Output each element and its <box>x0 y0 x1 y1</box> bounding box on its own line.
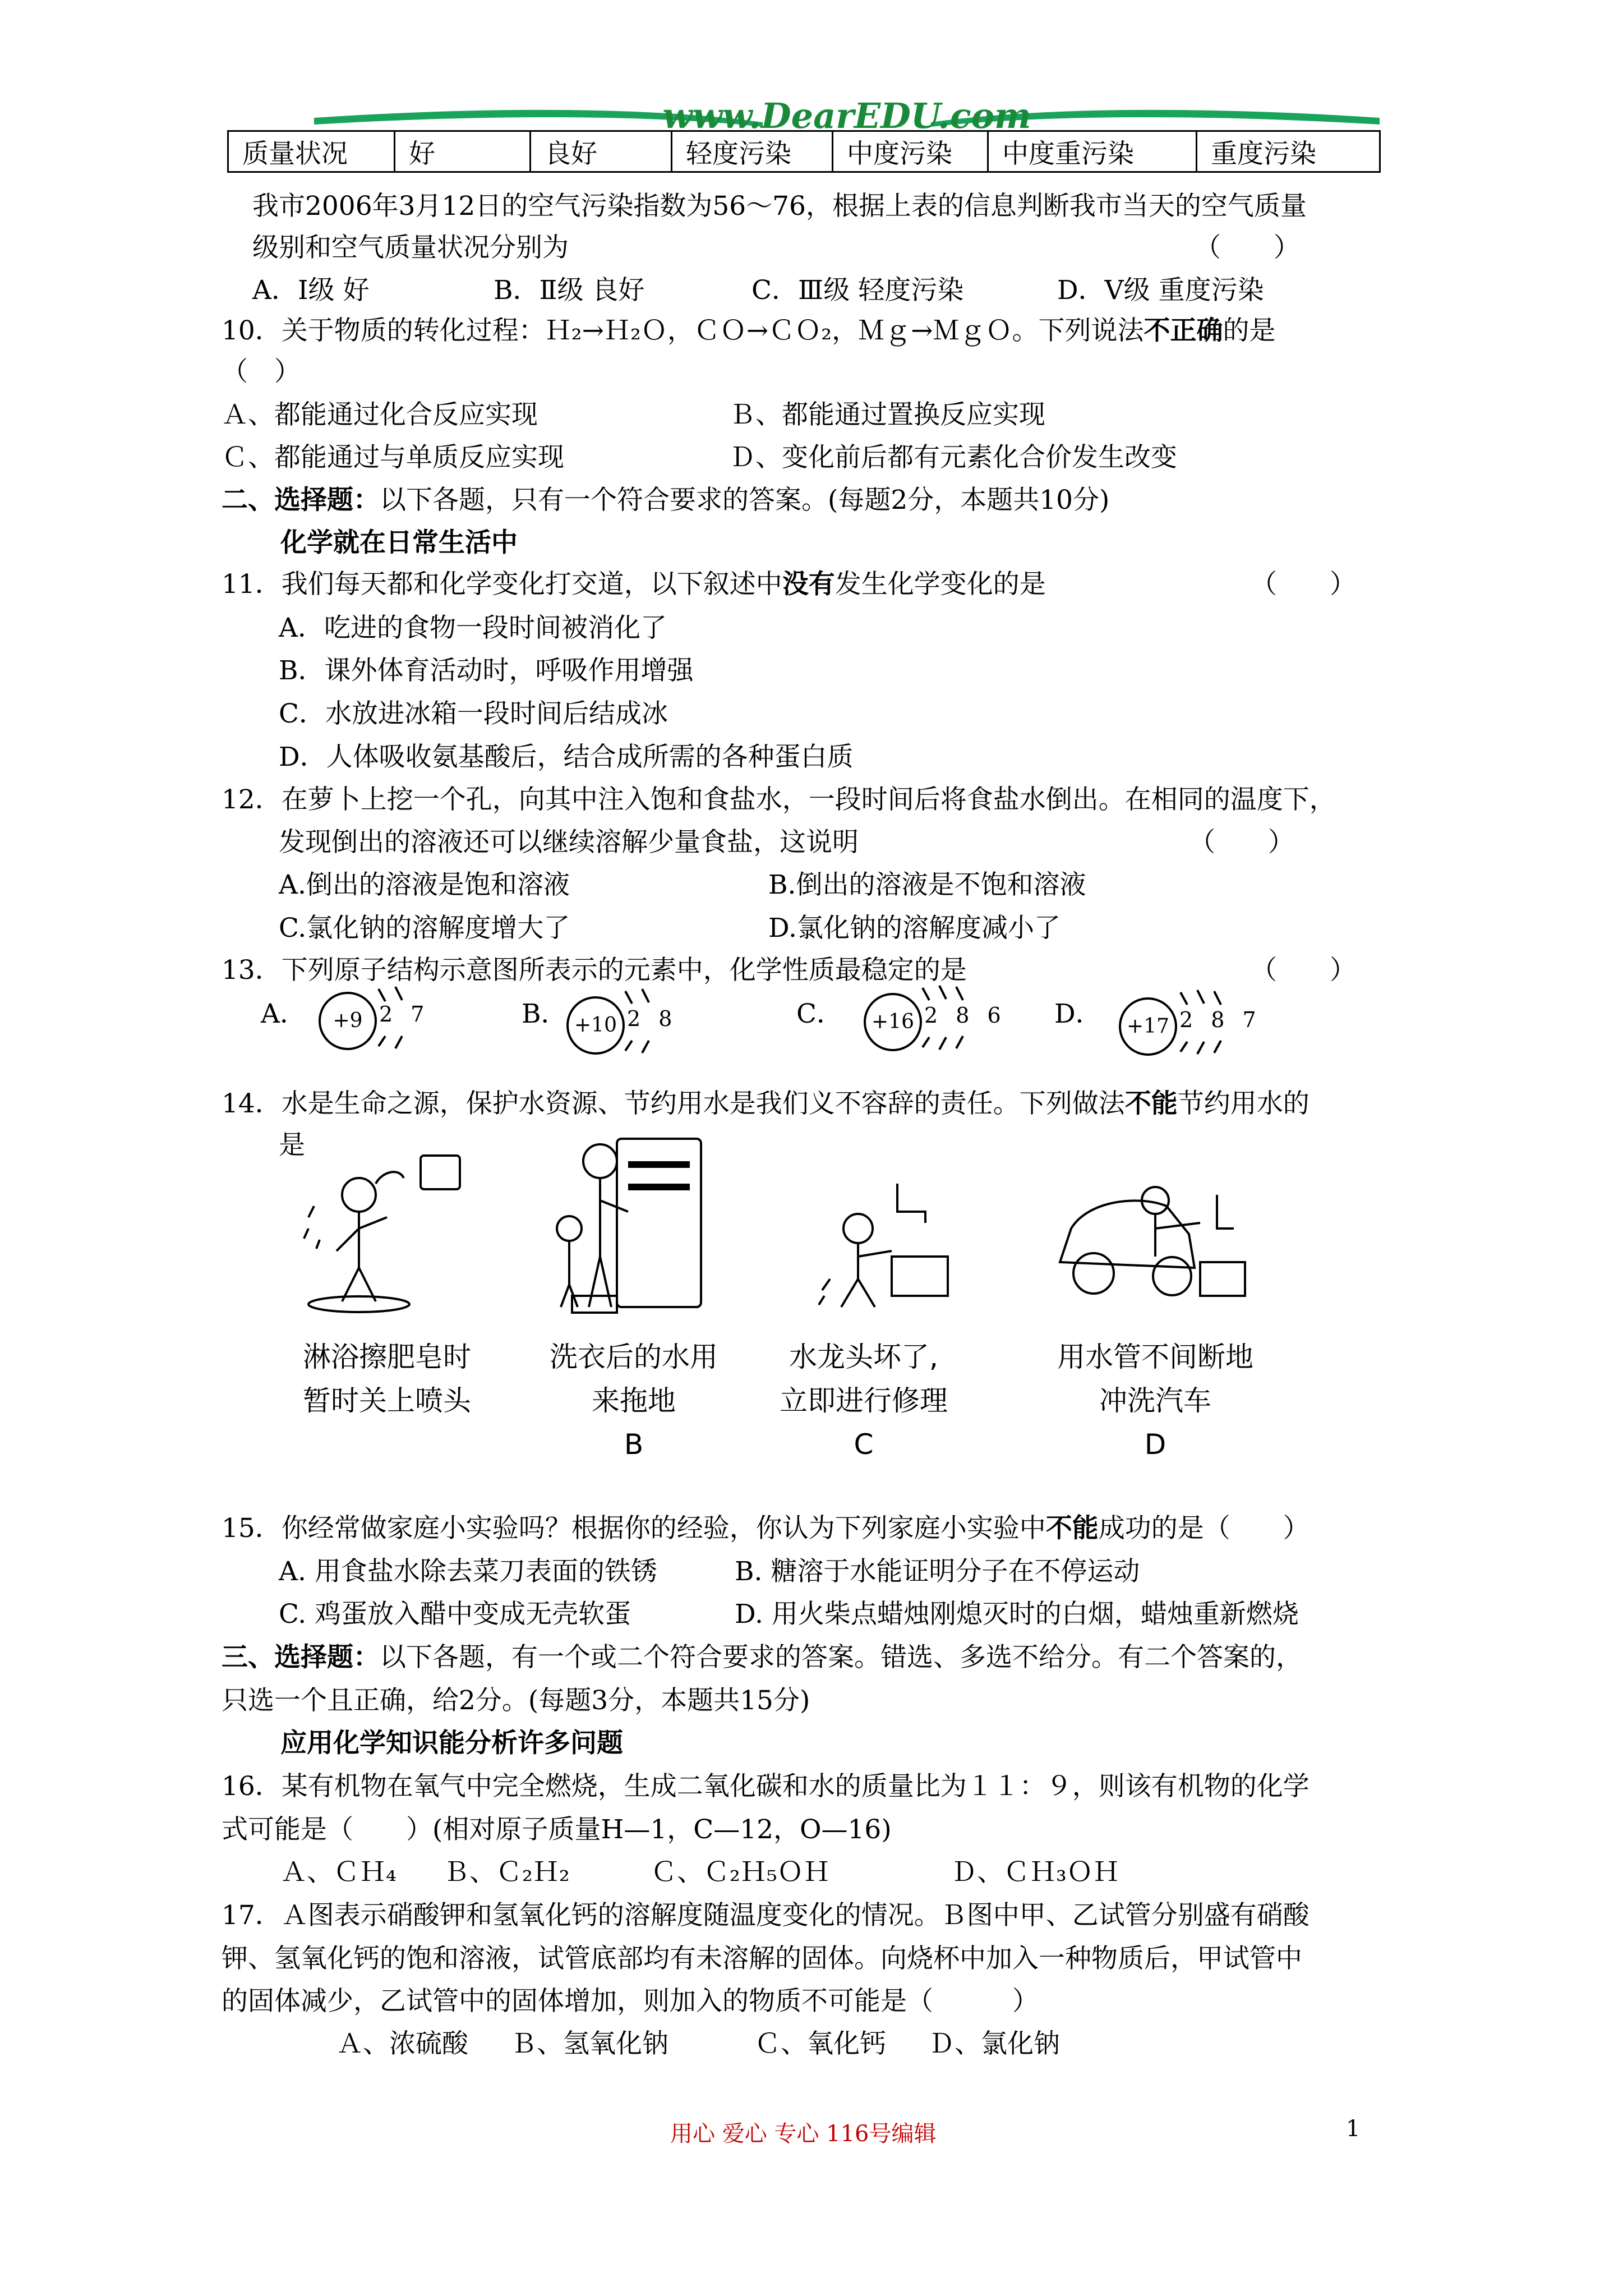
q17-option-c: Ｃ、氧化钙 <box>754 2028 886 2059</box>
q14-text-line2: 是 <box>279 1130 305 1161</box>
q17-option-b: Ｂ、氢氧化钠 <box>510 2028 668 2059</box>
air-quality-table <box>227 130 1381 173</box>
caption-line2: 来拖地 <box>592 1384 676 1417</box>
q15-text-pre: 15．你经常做家庭小实验吗？根据你的经验，你认为下列家庭小实验中 <box>222 1513 1046 1544</box>
q16-option-a: Ａ、ＣＨ₄ <box>280 1857 396 1888</box>
q14-text-post: 节约用水的 <box>1177 1088 1310 1119</box>
q11-answer-paren: （ ） <box>1251 569 1356 600</box>
electron-shell-arcs-icon <box>314 979 1324 1063</box>
q16-text-line2: 式可能是（ ）(相对原子质量H—1，C—12，O—16) <box>222 1814 892 1845</box>
q10-answer-paren: （ ） <box>222 356 301 387</box>
q9-text-line1: 我市2006年3月12日的空气污染指数为56～76，根据上表的信息判断我市当天的空气质量 <box>252 191 1307 222</box>
atom-shells: 2 7 <box>379 1002 430 1027</box>
logo-text: www.DearEDU.com <box>662 95 1031 136</box>
q11-option-b: B．课外体育活动时，呼吸作用增强 <box>279 655 694 686</box>
atom-shells: 2 8 <box>627 1006 678 1031</box>
atom-nucleus: +16 <box>864 993 922 1051</box>
q10-text <box>222 314 1275 348</box>
faucet-repair-illustration-icon <box>813 1167 959 1313</box>
q13-text: 13．下列原子结构示意图所表示的元素中，化学性质最稳定的是 <box>222 955 967 986</box>
q17-text-line3: 的固体减少，乙试管中的固体增加，则加入的物质不可能是（ ） <box>222 1986 1039 2017</box>
q15-option-d: D. 用火柴点蜡烛刚熄灭时的白烟，蜡烛重新燃烧 <box>735 1599 1299 1630</box>
q13-answer-paren: （ ） <box>1251 955 1356 986</box>
section2-subtitle: 化学就在日常生活中 <box>280 527 518 558</box>
q12-option-c: C.氯化钠的溶解度增大了 <box>279 913 570 944</box>
q9-option-d: D．Ⅴ级 重度污染 <box>1057 275 1264 306</box>
q11-text-post: 发生化学变化的是 <box>834 569 1046 600</box>
section3-subtitle: 应用化学知识能分析许多问题 <box>280 1728 623 1759</box>
table-cell: 中度重污染 <box>988 131 1197 172</box>
caption-letter <box>286 1423 488 1466</box>
q14-caption-b <box>538 1335 729 1466</box>
section2-title <box>222 484 1109 517</box>
q14-text-pre: 14．水是生命之源，保护水资源、节约用水是我们义不容辞的责任。下列做法 <box>222 1088 1125 1119</box>
q10-option-a: Ａ、都能通过化合反应实现 <box>222 399 538 430</box>
table-cell: 好 <box>395 131 531 172</box>
q12-option-d: D.氯化钠的溶解度减小了 <box>768 913 1061 944</box>
q10-option-c: Ｃ、都能通过与单质反应实现 <box>222 442 564 473</box>
q12-option-a: A.倒出的溶液是饱和溶液 <box>279 869 570 900</box>
caption-letter: B <box>624 1428 644 1461</box>
q11-option-d: D．人体吸收氨基酸后，结合成所需的各种蛋白质 <box>279 742 854 772</box>
page-number: 1 <box>1346 2116 1361 2142</box>
caption-letter: C <box>854 1428 874 1461</box>
q10-option-b: Ｂ、都能通过置换反应实现 <box>729 399 1045 430</box>
caption-letter: D <box>1144 1428 1166 1461</box>
q15-text-post: 成功的是（ ） <box>1098 1513 1310 1544</box>
q14-caption-d <box>1038 1335 1273 1466</box>
atom-nucleus: +9 <box>319 992 377 1050</box>
caption-line2: 冲洗汽车 <box>1099 1384 1211 1417</box>
q10-text-post: 的是 <box>1223 315 1276 346</box>
atom-nucleus: +17 <box>1119 997 1177 1056</box>
q11-text-pre: 11．我们每天都和化学变化打交道，以下叙述中 <box>222 569 782 600</box>
table-cell: 轻度污染 <box>672 131 833 172</box>
atom-label: C． <box>796 999 843 1029</box>
q16-text-line1: 16．某有机物在氧气中完全燃烧，生成二氧化碳和水的质量比为１１：９，则该有机物的化学 <box>222 1771 1310 1802</box>
q15-option-a: A. 用食盐水除去菜刀表面的铁锈 <box>279 1556 657 1587</box>
q12-option-b: B.倒出的溶液是不饱和溶液 <box>768 869 1086 900</box>
caption-line2: 暂时关上喷头 <box>303 1384 471 1417</box>
caption-line1: 洗衣后的水用 <box>550 1341 718 1373</box>
q15-text <box>222 1512 1310 1545</box>
table-cell: 质量状况 <box>228 131 395 172</box>
q17-text-line2: 钾、氢氧化钙的饱和溶液，试管底部均有未溶解的固体。向烧杯中加入一种物质后，甲试管中 <box>222 1943 1302 1974</box>
q16-option-c: Ｃ、Ｃ₂Ｈ₅ＯＨ <box>651 1857 830 1888</box>
atom-label: D． <box>1054 999 1102 1029</box>
q9-answer-paren: （ ） <box>1195 232 1300 263</box>
atom-nucleus: +10 <box>566 996 625 1055</box>
q14-text <box>222 1087 1310 1121</box>
footer-note: 用心 爱心 专心 116号编辑 <box>670 2121 937 2147</box>
atom-shells: 2 8 7 <box>1179 1007 1262 1032</box>
section3-title-bold: 三、选择题： <box>222 1642 380 1673</box>
q12-text-line1: 12．在萝卜上挖一个孔，向其中注入饱和食盐水，一段时间后将食盐水倒出。在相同的温度下， <box>222 784 1336 815</box>
q12-text-line2: 发现倒出的溶液还可以继续溶解少量食盐，这说明 <box>279 827 859 858</box>
caption-line1: 用水管不间断地 <box>1057 1341 1253 1373</box>
q15-text-bold: 不能 <box>1045 1513 1099 1544</box>
q9-text-line2: 级别和空气质量状况分别为 <box>252 232 569 263</box>
q15-option-b: B. 糖溶于水能证明分子在不停运动 <box>735 1556 1140 1587</box>
table-cell: 良好 <box>531 131 672 172</box>
atom-label: A． <box>261 999 306 1029</box>
q14-caption-c <box>763 1335 965 1466</box>
q17-option-d: Ｄ、氯化钠 <box>928 2028 1060 2059</box>
section2-title-bold: 二、选择题： <box>222 485 380 516</box>
q11-option-c: C．水放进冰箱一段时间后结成冰 <box>279 698 668 729</box>
caption-line1: 淋浴擦肥皂时 <box>303 1341 471 1373</box>
q9-option-c: C．Ⅲ级 轻度污染 <box>751 275 964 306</box>
q11-text <box>222 568 1046 601</box>
q14-text-bold: 不能 <box>1124 1088 1178 1119</box>
laundry-illustration-icon <box>538 1128 718 1324</box>
q16-option-d: Ｄ、ＣＨ₃ＯＨ <box>951 1857 1119 1888</box>
q10-option-d: Ｄ、变化前后都有元素化合价发生改变 <box>729 442 1177 473</box>
section3-title-line2: 只选一个且正确，给2分。(每题3分，本题共15分) <box>222 1685 810 1716</box>
caption-line1: 水龙头坏了, <box>789 1341 938 1373</box>
atom-label: B． <box>522 999 568 1029</box>
q10-text-pre: 10．关于物质的转化过程：Ｈ₂→Ｈ₂Ｏ，ＣＯ→ＣＯ₂，Ｍｇ→ＭｇＯ。下列说法 <box>222 315 1144 346</box>
atom-shells: 2 8 6 <box>924 1003 1007 1028</box>
section3-title <box>222 1641 1302 1674</box>
q17-option-a: Ａ、浓硫酸 <box>336 2028 468 2059</box>
section3-title-rest: 以下各题，有一个或二个符合要求的答案。错选、多选不给分。有二个答案的， <box>380 1642 1302 1673</box>
q14-caption-a <box>286 1335 488 1466</box>
shower-illustration-icon <box>292 1133 482 1318</box>
q12-answer-paren: （ ） <box>1189 827 1294 858</box>
q16-option-b: Ｂ、Ｃ₂Ｈ₂ <box>443 1857 570 1888</box>
caption-line2: 立即进行修理 <box>780 1384 948 1417</box>
table-cell: 重度污染 <box>1197 131 1380 172</box>
q9-option-b: B．Ⅱ级 良好 <box>494 275 645 306</box>
q9-option-a: A．Ⅰ级 好 <box>252 275 370 306</box>
table-row <box>228 131 1380 172</box>
q10-text-bold: 不正确 <box>1144 315 1223 346</box>
section2-title-rest: 以下各题，只有一个符合要求的答案。(每题2分，本题共10分) <box>380 485 1110 516</box>
q11-option-a: A．吃进的食物一段时间被消化了 <box>279 613 667 643</box>
table-cell: 中度污染 <box>833 131 988 172</box>
q11-text-bold: 没有 <box>782 569 835 600</box>
q15-option-c: C. 鸡蛋放入醋中变成无壳软蛋 <box>279 1599 631 1630</box>
q17-text-line1: 17．Ａ图表示硝酸钾和氢氧化钙的溶解度随温度变化的情况。Ｂ图中甲、乙试管分别盛有硝酸 <box>222 1900 1310 1931</box>
car-wash-illustration-icon <box>1054 1167 1256 1313</box>
